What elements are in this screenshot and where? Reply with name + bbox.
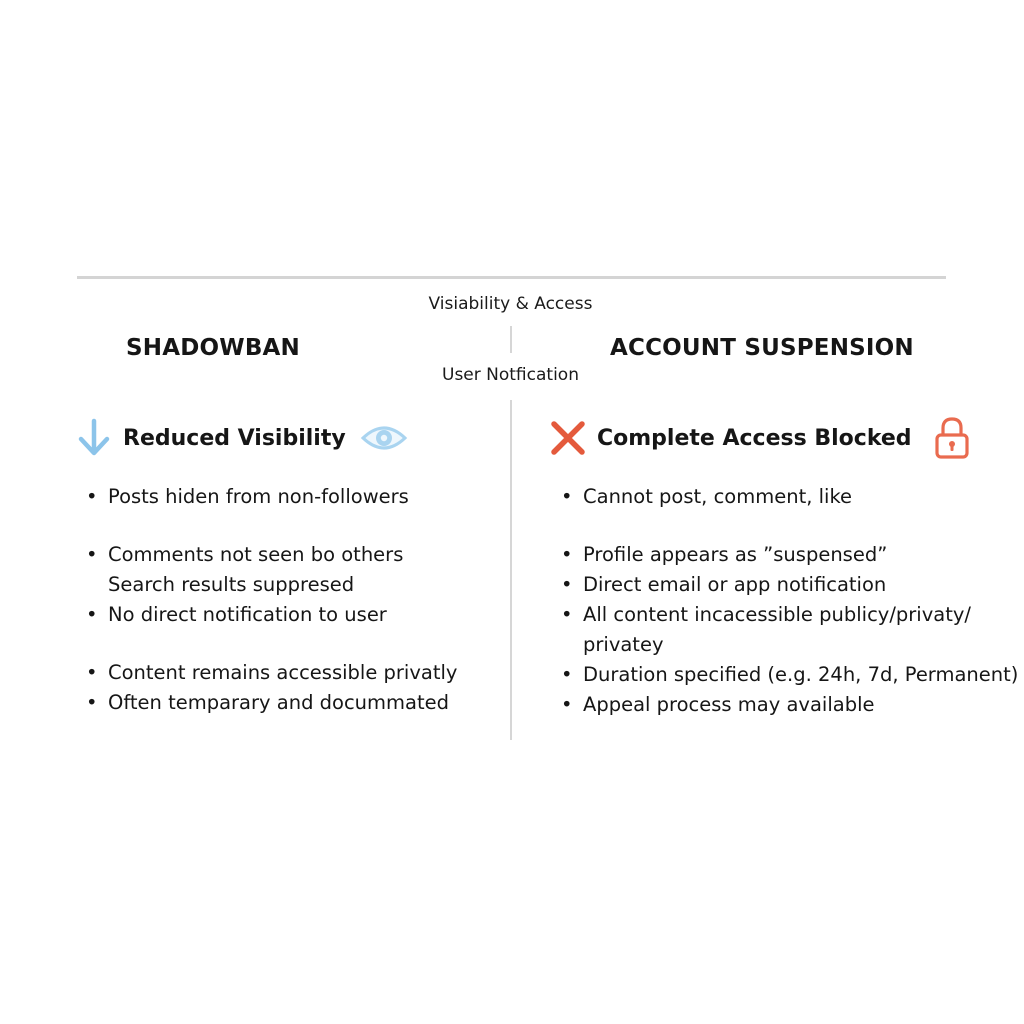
shadowban-title: SHADOWBAN (126, 335, 301, 361)
account-suspension-list (561, 482, 1018, 720)
x-mark-icon (548, 418, 588, 458)
reduced-visibility-heading (74, 416, 408, 460)
list-item: • Content remains accessible privatly (86, 658, 457, 688)
list-item: • Appeal process may available (561, 690, 1018, 720)
column-divider-top (510, 326, 512, 353)
list-item: • Duration specified (e.g. 24h, 7d, Permanent) (561, 660, 1018, 690)
list-item: Search results suppresed (108, 573, 355, 596)
list-item: • Cannot post, comment, like (561, 482, 1018, 512)
list-item: • Direct email or app notification (561, 570, 1018, 600)
list-item: privatey (583, 633, 664, 656)
complete-access-blocked-text: Complete Access Blocked (597, 425, 912, 451)
eye-icon (360, 423, 408, 453)
user-notification-label: User Notfication (442, 365, 579, 385)
column-divider (510, 400, 512, 740)
complete-access-blocked-heading (548, 416, 970, 460)
reduced-visibility-text: Reduced Visibility (123, 425, 346, 451)
list-item: • Posts hiden from non-followers (86, 482, 457, 512)
arrow-down-icon (74, 418, 114, 458)
list-item: • No direct notification to user (86, 600, 457, 630)
list-item: • Profile appears as ”suspensed” (561, 540, 1018, 570)
list-item: • Often temparary and docummated (86, 688, 457, 718)
account-suspension-title: ACCOUNT SUSPENSION (610, 335, 914, 361)
lock-icon (934, 416, 970, 460)
visibility-access-label: Visiability & Access (428, 294, 593, 314)
top-rule (77, 276, 946, 279)
shadowban-list (86, 482, 457, 718)
list-item: • All content incacessible publicy/privaty/ (561, 600, 1018, 630)
list-item: • Comments not seen bo others (86, 540, 457, 570)
